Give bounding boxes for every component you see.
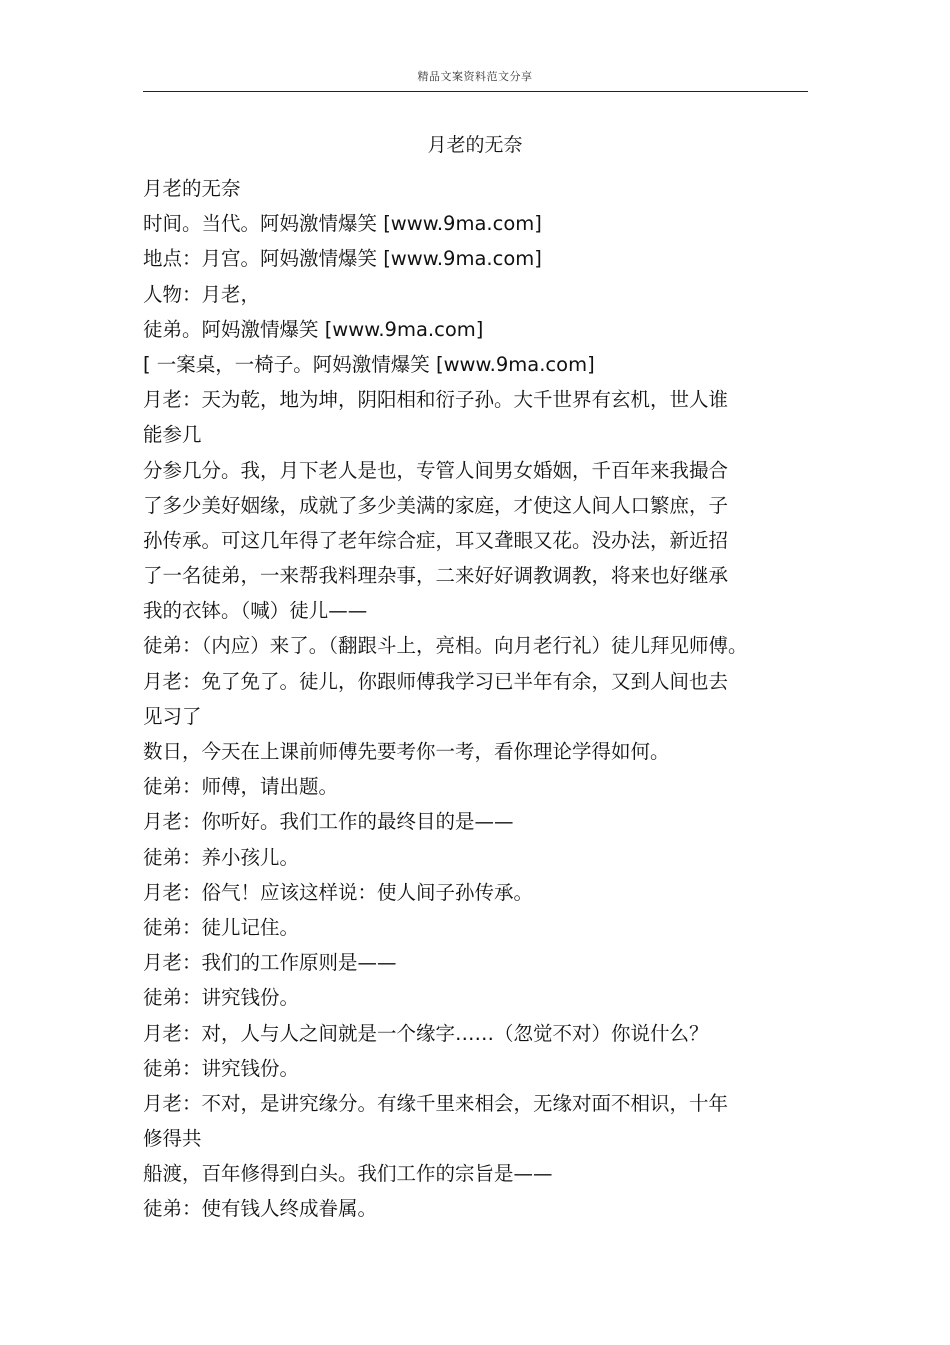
text-line: 修得共	[143, 1127, 202, 1151]
text-line: 月老：我们的工作原则是——	[143, 951, 397, 975]
text-line: 数日，今天在上课前师傅先要考你一考，看你理论学得如何。	[143, 740, 670, 763]
text-line: 孙传承。可这几年得了老年综合症，耳又聋眼又花。没办法，新近招	[143, 528, 729, 552]
text-line: 见习了	[143, 704, 202, 728]
text-line: [ 一案桌，一椅子。阿妈激情爆笑 [www.9ma.com]	[143, 352, 595, 376]
text-line: 月老：你听好。我们工作的最终目的是——	[143, 810, 514, 834]
text-line: 徒弟。阿妈激情爆笑 [www.9ma.com]	[143, 317, 484, 341]
text-line: 月老：天为乾，地为坤，阴阳相和衍子孙。大千世界有玄机，世人谁	[143, 388, 729, 412]
text-line: 时间。当代。阿妈激情爆笑 [www.9ma.com]	[143, 212, 542, 236]
text-line: 徒弟：养小孩儿。	[143, 845, 300, 869]
text-line: 地点：月宫。阿妈激情爆笑 [www.9ma.com]	[143, 247, 542, 271]
text-line: 人物：月老，	[143, 282, 261, 306]
text-line: 徒弟：讲究钱份。	[143, 1056, 300, 1080]
text-line: 船渡，百年修得到白头。我们工作的宗旨是——	[143, 1162, 553, 1186]
text-line: 月老：对，人与人之间就是一个缘字……（忽觉不对）你说什么？	[143, 1021, 709, 1045]
document-title: 月老的无奈	[427, 134, 523, 156]
text-line: 月老的无奈	[143, 177, 241, 200]
text-line: 能参几	[143, 423, 202, 447]
text-line: 徒弟：使有钱人终成眷属。	[143, 1197, 378, 1221]
document-body	[143, 171, 823, 1227]
header-divider	[143, 91, 808, 92]
text-line: 月老：不对，是讲究缘分。有缘千里来相会，无缘对面不相识，十年	[143, 1091, 729, 1115]
page-header: 精品文案资料范文分享	[417, 70, 533, 83]
text-line: 月老：俗气！应该这样说：使人间子孙传承。	[143, 880, 534, 904]
text-line: 徒弟：（内应）来了。（翻跟斗上，亮相。向月老行礼）徒儿拜见师傅。	[143, 634, 748, 658]
text-line: 分参几分。我，月下老人是也，专管人间男女婚姻，千百年来我撮合	[143, 458, 729, 482]
text-line: 徒弟：徒儿记住。	[143, 915, 300, 939]
text-line: 月老：免了免了。徒儿，你跟师傅我学习已半年有余，又到人间也去	[143, 669, 729, 693]
text-line: 我的衣钵。（喊）徒儿——	[143, 599, 368, 623]
text-line: 了一名徒弟，一来帮我料理杂事，二来好好调教调教，将来也好继承	[143, 564, 729, 588]
text-line: 徒弟：讲究钱份。	[143, 986, 300, 1010]
text-line: 徒弟：师傅，请出题。	[143, 775, 339, 799]
text-line: 了多少美好姻缘，成就了多少美满的家庭，才使这人间人口繁庶，子	[143, 493, 729, 517]
